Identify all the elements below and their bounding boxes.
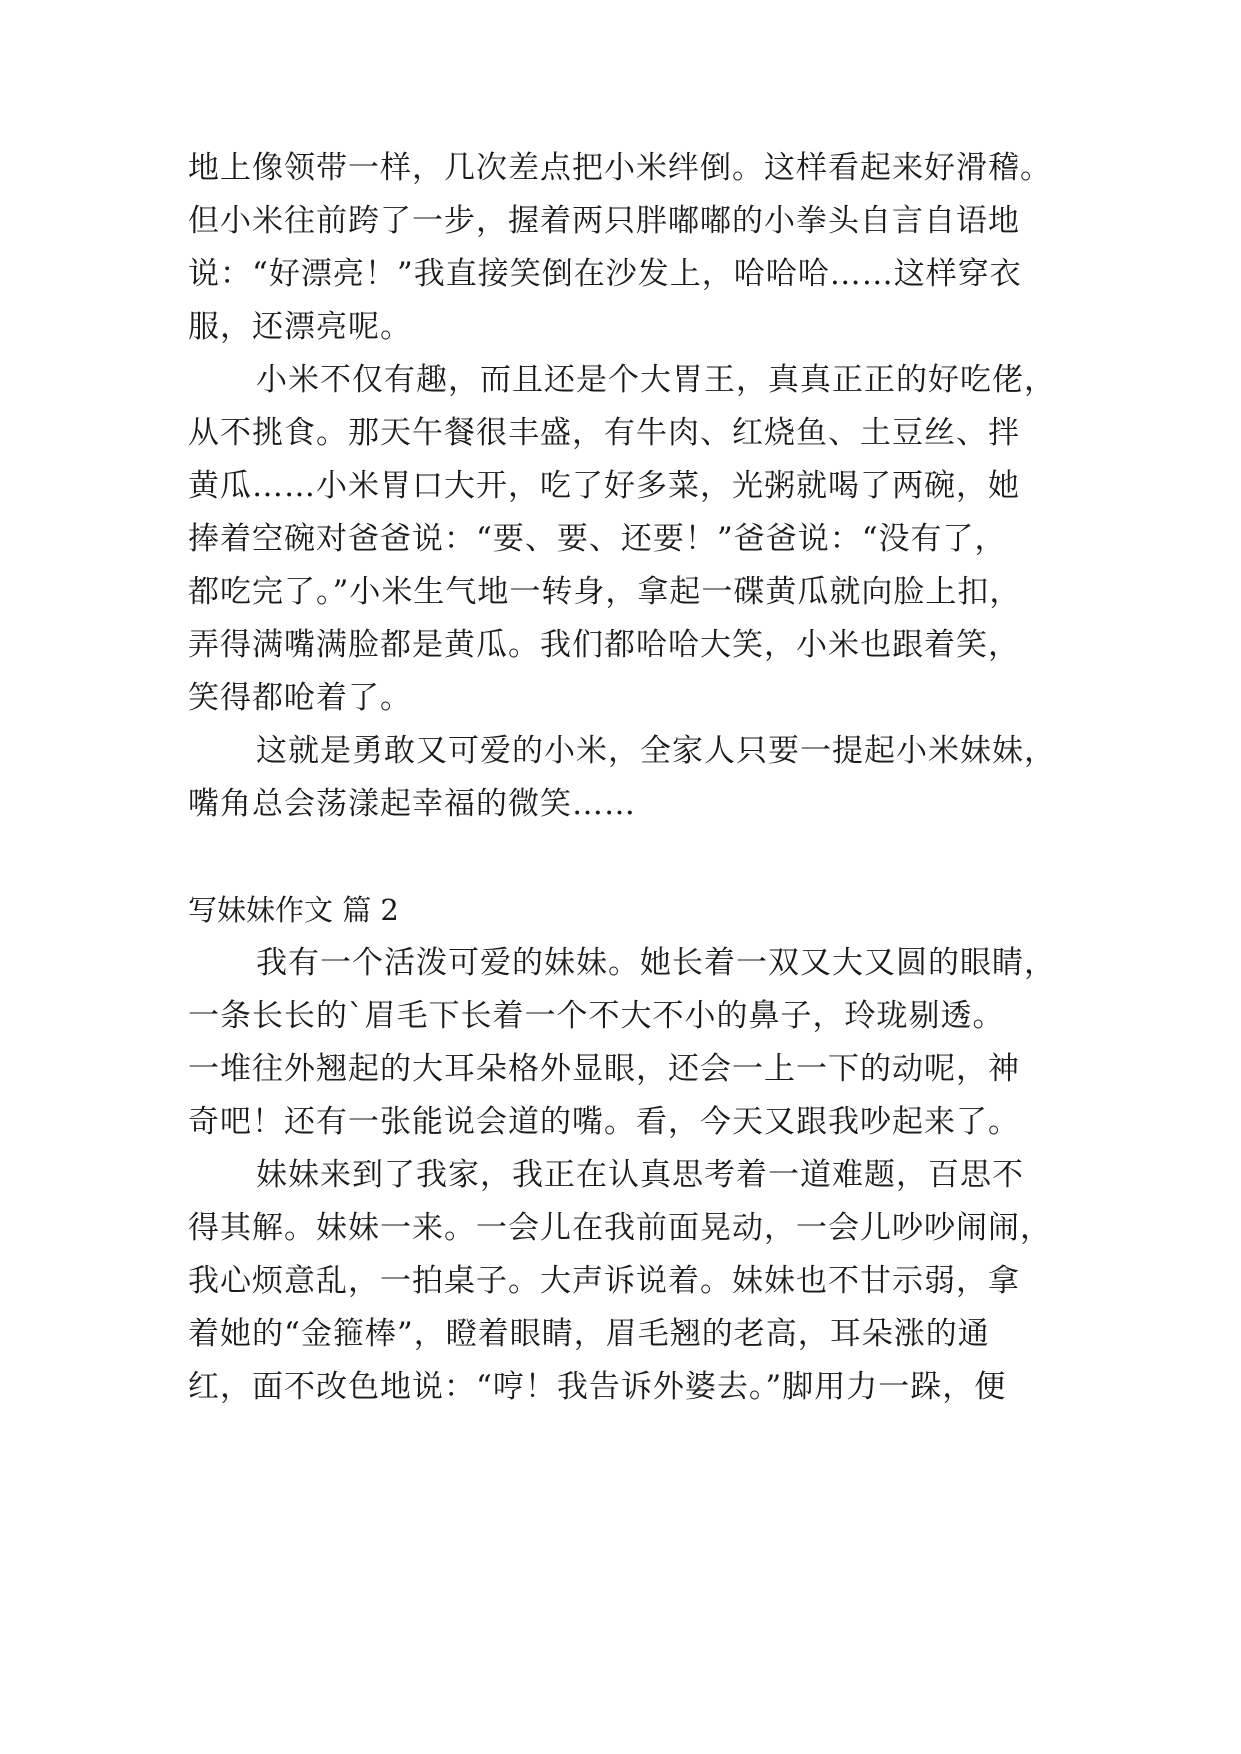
paragraph-line: 我心烦意乱，一拍桌子。大声诉说着。妹妹也不甘示弱，拿 [188, 1263, 1020, 1299]
paragraph-line: 笑得都呛着了。 [188, 680, 412, 716]
paragraph-line: 奇吧！还有一张能说会道的嘴。看，今天又跟我吵起来了。 [188, 1104, 1020, 1140]
paragraph-line: 都吃完了。”小米生气地一转身，拿起一碟黄瓜就向脸上扣， [188, 574, 1022, 610]
section-heading: 写妹妹作文 篇 2 [188, 893, 399, 927]
paragraph-line: 弄得满嘴满脸都是黄瓜。我们都哈哈大笑，小米也跟着笑， [188, 627, 1020, 663]
paragraph-line: 捧着空碗对爸爸说：“要、要、还要！”爸爸说：“没有了， [188, 521, 1007, 557]
paragraph-line: 我有一个活泼可爱的妹妹。她长着一双又大又圆的眼睛， [256, 945, 1056, 981]
paragraph-line: 这就是勇敢又可爱的小米，全家人只要一提起小米妹妹， [256, 733, 1056, 769]
paragraph-line: 从不挑食。那天午餐很丰盛，有牛肉、红烧鱼、土豆丝、拌 [188, 415, 1020, 451]
paragraph-line: 一条长长的`眉毛下长着一个不大不小的鼻子，玲珑剔透。 [188, 998, 1005, 1034]
paragraph-line: 地上像领带一样，几次差点把小米绊倒。这样看起来好滑稽。 [188, 150, 1052, 186]
paragraph-line: 黄瓜……小米胃口大开，吃了好多菜，光粥就喝了两碗，她 [188, 468, 1020, 504]
paragraph-line: 着她的“金箍棒”，瞪着眼睛，眉毛翘的老高，耳朵涨的通 [188, 1316, 990, 1352]
paragraph-line: 得其解。妹妹一来。一会儿在我前面晃动，一会儿吵吵闹闹， [188, 1210, 1052, 1246]
paragraph-line: 说：“好漂亮！”我直接笑倒在沙发上，哈哈哈……这样穿衣 [188, 256, 1022, 292]
paragraph-line: 一堆往外翘起的大耳朵格外显眼，还会一上一下的动呢，神 [188, 1051, 1020, 1087]
paragraph-line: 但小米往前跨了一步，握着两只胖嘟嘟的小拳头自言自语地 [188, 203, 1020, 239]
paragraph-line: 小米不仅有趣，而且还是个大胃王，真真正正的好吃佬， [256, 362, 1056, 398]
paragraph-line: 服，还漂亮呢。 [188, 309, 412, 345]
paragraph-line: 妹妹来到了我家，我正在认真思考着一道难题，百思不 [256, 1157, 1024, 1193]
paragraph-line: 红，面不改色地说：“哼！我告诉外婆去。”脚用力一跺，便 [188, 1369, 1007, 1405]
paragraph-line: 嘴角总会荡漾起幸福的微笑…… [188, 786, 636, 822]
